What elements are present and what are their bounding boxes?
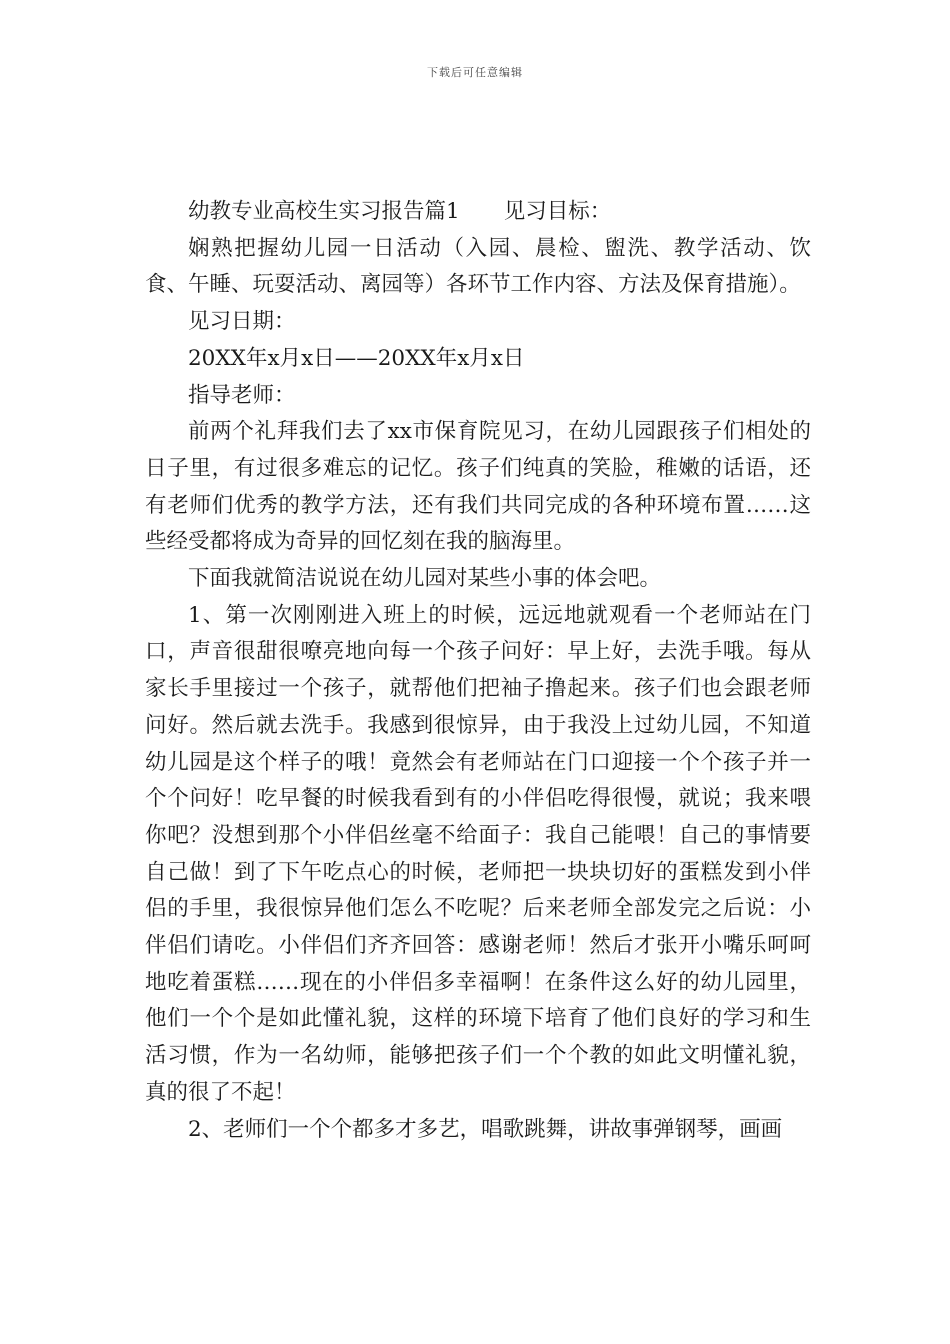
goal-label: 见习目标： — [503, 199, 612, 224]
paragraph-point-1: 1、第一次刚刚进入班上的时候，远远地就观看一个老师站在门口，声音很甜很嘹亮地向每一个孩子问好：早上好，去洗手哦。每从家长手里接过一个孩子，就帮他们把袖子撸起来。孩子们也会跟老师问好。然后就去洗手。我感到很惊异，由于我没上过幼儿园，不知道幼儿园是这个样子的哦！竟然会有老师站在门口迎接一个个孩子并一个个问好！吃早餐的时候我看到有的小伴侣吃得很慢，就说；我来喂你吧？没想到那个小伴侣丝毫不给面子：我自己能喂！自己的事情要自己做！到了下午吃点心的时候，老师把一块块切好的蛋糕发到小伴侣的手里，我很惊异他们怎么不吃呢？后来老师全部发完之后说：小伴侣们请吃。小伴侣们齐齐回答：感谢老师！然后才张开小嘴乐呵呵地吃着蛋糕……现在的小伴侣多幸福啊！在条件这么好的幼儿园里，他们一个个是如此懂礼貌，这样的环境下培育了他们良好的学习和生活习惯，作为一名幼师，能够把孩子们一个个教的如此文明懂礼貌，真的很了不起！ — [145, 602, 811, 1105]
paragraph-goal-content: 娴熟把握幼儿园一日活动（入园、晨检、盥洗、教学活动、饮食、午睡、玩耍活动、离园等）各环节工作内容、方法及保育措施）。 — [145, 235, 811, 298]
document-body — [145, 194, 811, 1148]
paragraph-teacher-label: 指导老师： — [188, 382, 296, 408]
paragraph-intro: 前两个礼拜我们去了xx市保育院见习，在幼儿园跟孩子们相处的日子里，有过很多难忘的记忆。孩子们纯真的笑脸，稚嫩的话语，还有老师们优秀的教学方法，还有我们共同完成的各种环境布置……这些经受都将成为奇异的回忆刻在我的脑海里。 — [145, 419, 811, 555]
paragraph-date-range: 20XX年x月x日——20XX年x月x日 — [188, 345, 525, 371]
paragraph-point-2: 2、老师们一个个都多才多艺，唱歌跳舞，讲故事弹钢琴，画画 — [188, 1116, 783, 1142]
page-header-note: 下载后可任意编辑 — [427, 66, 523, 79]
paragraph-date-label: 见习日期： — [188, 309, 296, 335]
report-title: 幼教专业高校生实习报告篇1 — [188, 199, 460, 224]
paragraph-lead-in: 下面我就简洁说说在幼儿园对某些小事的体会吧。 — [188, 566, 662, 592]
title-line — [145, 194, 811, 231]
